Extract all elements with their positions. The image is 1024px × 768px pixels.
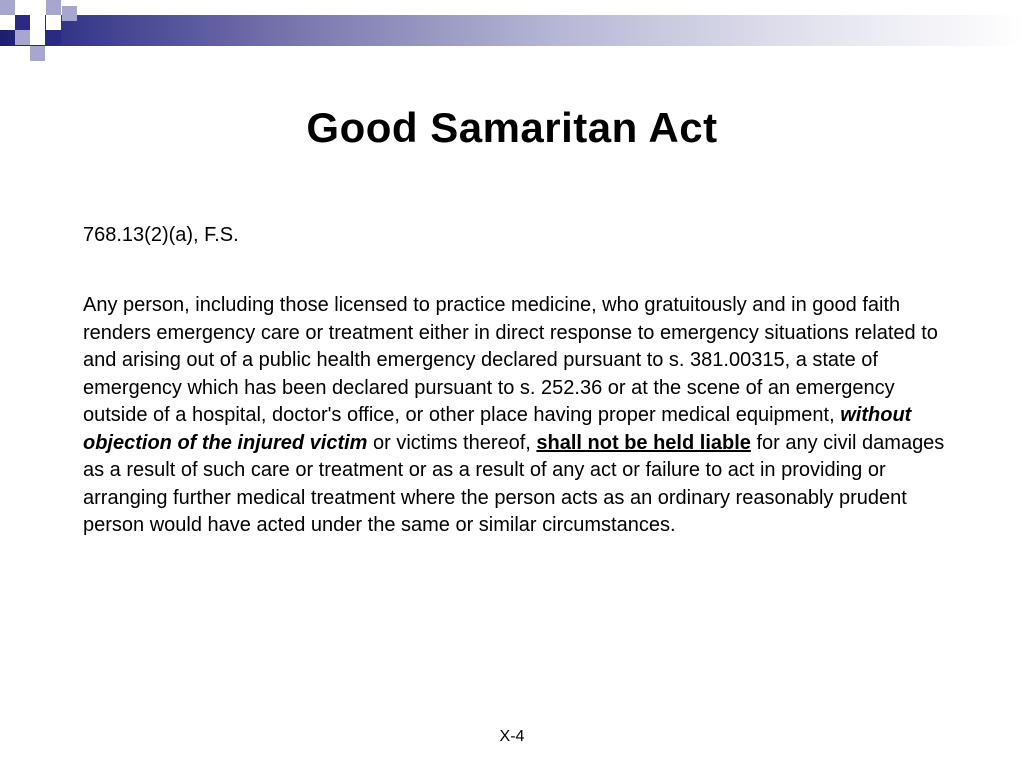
- deco-square: [30, 46, 45, 61]
- deco-square: [0, 0, 15, 15]
- deco-square: [30, 15, 45, 30]
- statute-text: [83, 292, 953, 540]
- deco-square: [30, 30, 45, 45]
- deco-square: [15, 15, 30, 30]
- statute-text-part-3: for any civil damages as a result of such care or treatment or as a result of any act or failure to act in providing or arranging further medical treatment where the person acts as an ordinary reasonably prudent person would have acted under the same or similar circumstances.: [83, 431, 945, 536]
- header-gradient-band: [0, 15, 1024, 46]
- emphasis-not-liable: shall not be held liable: [536, 431, 751, 454]
- emphasis-without-objection: without objection of the injured victim: [83, 404, 912, 454]
- slide-number: X-4: [499, 728, 525, 745]
- statute-text-part-2: or victims thereof,: [367, 431, 537, 454]
- slide-title: Good Samaritan Act: [306, 104, 718, 151]
- deco-square: [15, 30, 30, 45]
- deco-square: [46, 15, 61, 30]
- statute-text-part-1: Any person, including those licensed to practice medicine, who gratuitously and in good faith renders emergency care or treatment either in direct response to emergency situations related to and arising out of a public health emergency declared pursuant to s. 381.00315, a state of emergency which has been declared pursuant to s. 252.36 or at the scene of an emergency outside of a hospital, doctor's office, or other place having proper medical equipment,: [83, 294, 938, 426]
- deco-square: [46, 30, 61, 45]
- deco-square: [62, 6, 77, 21]
- deco-square: [46, 0, 61, 15]
- deco-square: [0, 15, 15, 30]
- statute-citation: 768.13(2)(a), F.S.: [83, 224, 239, 246]
